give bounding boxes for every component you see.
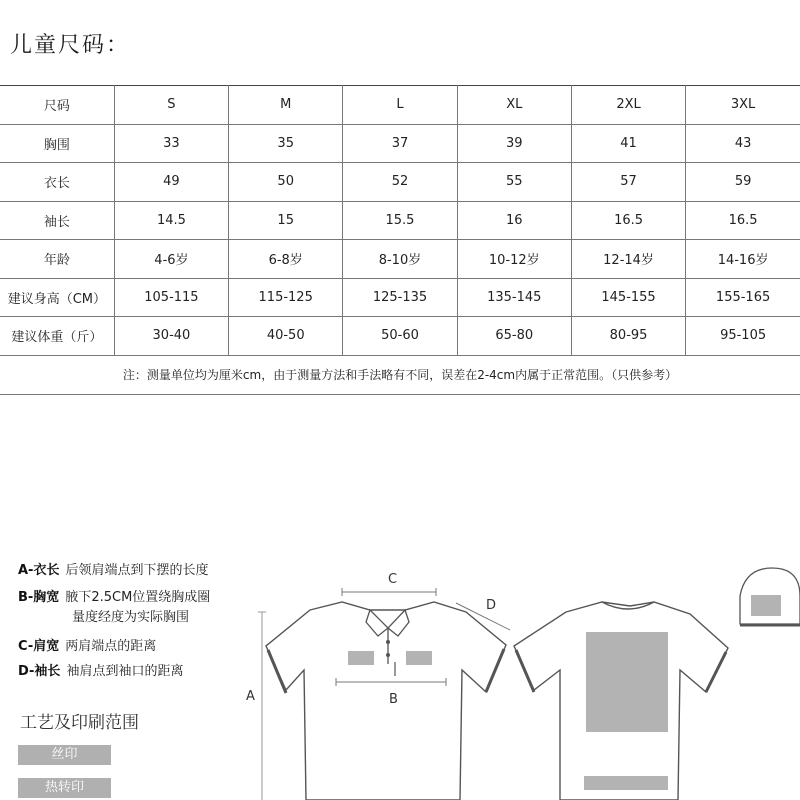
legend-key: C-肩宽 (18, 639, 60, 654)
tag-silk-screen: 丝印 (18, 745, 111, 765)
table-cell: 43 (686, 124, 800, 163)
table-cell: 16.5 (571, 201, 685, 240)
table-cell: 57 (571, 163, 685, 202)
table-cell: 4-6岁 (114, 240, 228, 279)
table-cell: 155-165 (686, 278, 800, 317)
legend-key: D-袖长 (18, 664, 61, 679)
table-cell: 35 (229, 124, 343, 163)
measure-a (258, 612, 266, 800)
row-label-cell: 衣长 (0, 163, 114, 202)
label-d: D (486, 598, 497, 613)
table-cell: L (343, 86, 457, 125)
legend-key: B-胸宽 (18, 590, 60, 605)
table-cell: 16.5 (686, 201, 800, 240)
button-2 (386, 653, 390, 657)
table-cell: 55 (457, 163, 571, 202)
table-cell: 30-40 (114, 317, 228, 356)
craft-title: 工艺及印刷范围 (20, 713, 139, 733)
table-cell: 10-12岁 (457, 240, 571, 279)
row-label-cell: 建议体重（斤） (0, 317, 114, 356)
table-cell: 52 (343, 163, 457, 202)
measure-c (342, 588, 436, 596)
table-cell: 95-105 (686, 317, 800, 356)
legend-text: 量度经度为实际胸围 (72, 610, 190, 625)
label-a: A (246, 689, 255, 704)
table-cell: 15.5 (343, 201, 457, 240)
row-label-cell: 袖长 (0, 201, 114, 240)
front-shirt-outline (266, 602, 506, 800)
page-title: 儿童尺码： (10, 33, 131, 58)
print-area-right-chest (406, 651, 432, 665)
table-cell: 105-115 (114, 278, 228, 317)
table-cell: S (114, 86, 228, 125)
table-cell: 50 (229, 163, 343, 202)
legend-text: 后领肩端点到下摆的长度 (65, 563, 209, 578)
tag-heat-transfer: 热转印 (18, 778, 111, 798)
table-cell: 41 (571, 124, 685, 163)
table-cell: 37 (343, 124, 457, 163)
table-cell: 135-145 (457, 278, 571, 317)
label-c: C (388, 572, 398, 587)
table-cell: 14.5 (114, 201, 228, 240)
row-label-cell: 年龄 (0, 240, 114, 279)
table-cell: 65-80 (457, 317, 571, 356)
print-area-left-chest (348, 651, 374, 665)
table-cell: 125-135 (343, 278, 457, 317)
table-cell: 3XL (686, 86, 800, 125)
table-cell: 14-16岁 (686, 240, 800, 279)
legend-text: 袖肩点到袖口的距离 (66, 664, 184, 679)
table-cell: 49 (114, 163, 228, 202)
table-cell: 33 (114, 124, 228, 163)
table-cell: 115-125 (229, 278, 343, 317)
table-note: 注：测量单位均为厘米cm，由于测量方法和手法略有不同，误差在2-4cm内属于正常范围。（只供参考） (0, 355, 800, 394)
table-cell: 2XL (571, 86, 685, 125)
table-cell: 59 (686, 163, 800, 202)
table-cell: 80-95 (571, 317, 685, 356)
table-cell: 16 (457, 201, 571, 240)
print-area-back (586, 632, 668, 732)
legend-key: A-衣长 (18, 563, 60, 578)
legend-text: 两肩端点的距离 (65, 639, 157, 654)
row-label-cell: 尺码 (0, 86, 114, 125)
row-label-cell: 胸围 (0, 124, 114, 163)
table-cell: 6-8岁 (229, 240, 343, 279)
table-cell: 39 (457, 124, 571, 163)
table-cell: XL (457, 86, 571, 125)
table-cell: 40-50 (229, 317, 343, 356)
table-cell: 12-14岁 (571, 240, 685, 279)
print-area-sleeve (751, 595, 781, 616)
print-area-back-hem (584, 776, 668, 790)
table-cell: 145-155 (571, 278, 685, 317)
table-cell: 15 (229, 201, 343, 240)
table-cell: 50-60 (343, 317, 457, 356)
legend-text: 腋下2.5CM位置绕胸成圈 (65, 590, 211, 605)
table-cell: 8-10岁 (343, 240, 457, 279)
label-b: B (389, 692, 398, 707)
row-label-cell: 建议身高（CM） (0, 278, 114, 317)
button-1 (386, 640, 390, 644)
table-cell: M (229, 86, 343, 125)
